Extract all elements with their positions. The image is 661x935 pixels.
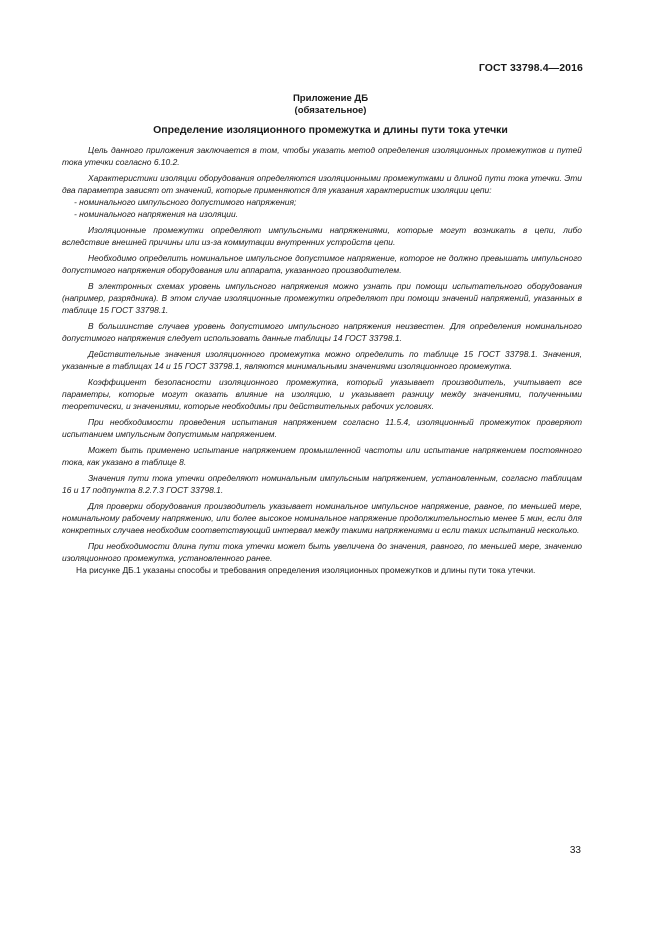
section-title: Определение изоляционного промежутка и длины пути тока утечки bbox=[153, 124, 508, 136]
appendix-heading bbox=[0, 93, 661, 117]
list-item: - номинального напряжения на изоляции. bbox=[74, 209, 239, 219]
paragraph: Может быть применено испытание напряжением промышленной частоты или испытание напряжением постоянного тока, как указано в таблице 8. bbox=[62, 445, 582, 467]
paragraph: Коэффициент безопасности изоляционного промежутка, который указывает производитель, учитывает все параметры, которые могут оказать влияние на изоляцию, и указывает разницу между значениями, полученными теоретически, и значениями, которые необходимы при действительных рабочих условиях. bbox=[62, 377, 582, 411]
paragraph: Значения пути тока утечки определяют номинальным импульсным напряжением, установленным, согласно таблицам 16 и 17 подпункта 8.2.7.3 ГОСТ 33798.1. bbox=[62, 473, 582, 495]
appendix-title: Приложение ДБ bbox=[292, 93, 369, 104]
paragraph: В большинстве случаев уровень допустимого импульсного напряжения неизвестен. Для определения номинального допустимого напряжения следует использовать данные таблицы 14 ГОСТ 33798.1. bbox=[62, 321, 582, 343]
paragraph: Для проверки оборудования производитель указывает номинальное импульсное напряжение, равное, по меньшей мере, номинальному рабочему напряжению, или более высокое номинальное напряжение продолжительностью менее 5 мин, если для конкретных случаев необходим соответствующий интервал между такими напряжениями и если таких испытаний несколько. bbox=[62, 501, 582, 535]
appendix-subtitle: (обязательное) bbox=[294, 105, 367, 116]
paragraph: При необходимости длина пути тока утечки может быть увеличена до значения, равного, по меньшей мере, значению изоляционного промежутка, установленного ранее. bbox=[62, 541, 582, 563]
paragraph: При необходимости проведения испытания напряжением согласно 11.5.4, изоляционный промежуток проверяют испытанием импульсным допустимым напряжением. bbox=[62, 417, 582, 439]
paragraph: В электронных схемах уровень импульсного напряжения можно узнать при помощи испытательного оборудования (например, разрядника). В этом случае изоляционные промежутки определяют при помощи значений напряжений, указанных в таблице 15 ГОСТ 33798.1. bbox=[62, 281, 582, 315]
list-item: - номинального импульсного допустимого напряжения; bbox=[74, 197, 297, 207]
paragraph: На рисунке ДБ.1 указаны способы и требования определения изоляционных промежутков и длины пути тока утечки. bbox=[76, 565, 536, 575]
paragraph: Цель данного приложения заключается в том, чтобы указать метод определения изоляционных промежутков и путей тока утечки согласно 6.10.2. bbox=[62, 145, 582, 167]
paragraph: Необходимо определить номинальное импульсное допустимое напряжение, которое не должно превышать импульсного допустимого напряжения оборудования или аппарата, указанного производителем. bbox=[62, 253, 582, 275]
paragraph: Характеристики изоляции оборудования определяются изоляционными промежутками и длиной пути тока утечки. Эти два параметра зависят от значений, которые применяются для указания характеристик изоляции цепи: bbox=[62, 173, 582, 195]
paragraph: Действительные значения изоляционного промежутка можно определить по таблице 15 ГОСТ 33798.1. Значения, указанные в таблицах 14 и 15 ГОСТ 33798.1, являются минимальными значениями изоляционного промежутка. bbox=[62, 349, 582, 371]
body-text bbox=[62, 144, 582, 580]
paragraph: Изоляционные промежутки определяют импульсными напряжениями, которые могут возникать в цепи, либо вследствие внешней причины или из-за коммутации внутренних устройств цепи. bbox=[62, 225, 582, 247]
page-number: 33 bbox=[569, 845, 581, 856]
standard-code: ГОСТ 33798.4—2016 bbox=[478, 62, 583, 74]
